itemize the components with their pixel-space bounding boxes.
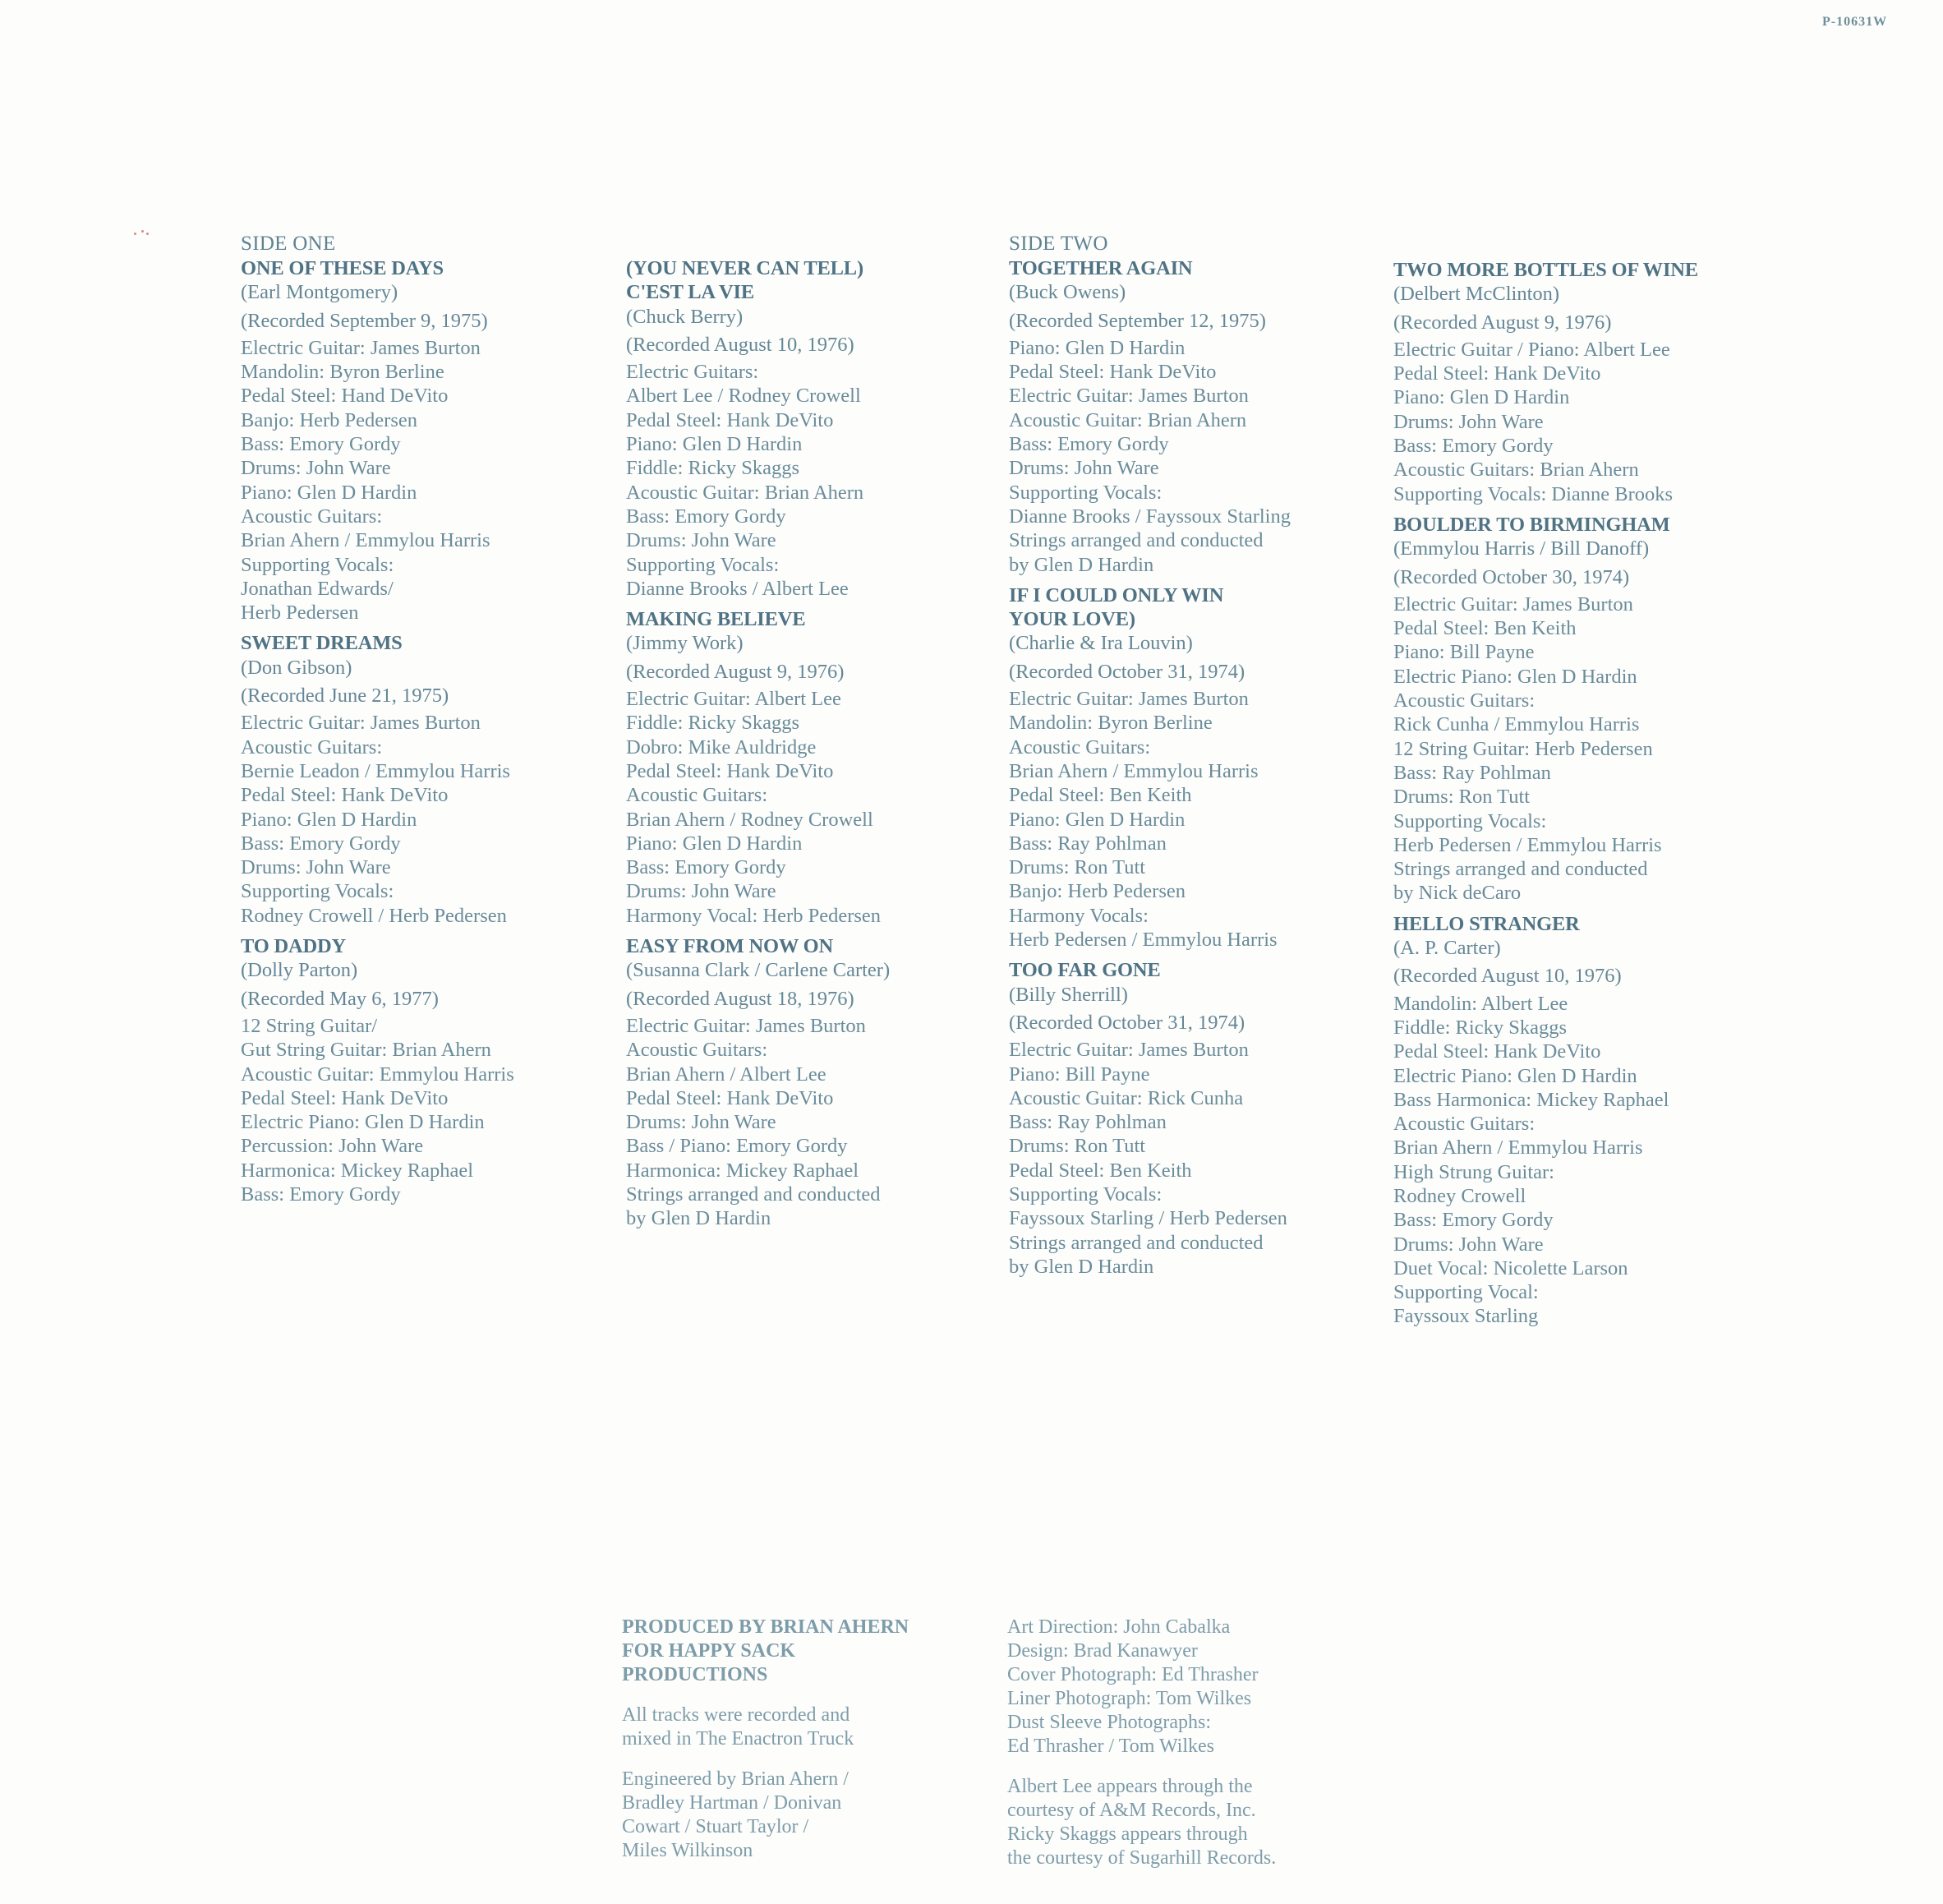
side-two-heading: SIDE TWO: [1009, 233, 1108, 255]
engineer-line: Engineered by Brian Ahern /: [622, 1768, 849, 1790]
recording-date: (Recorded August 10, 1976): [1393, 965, 1622, 988]
side-one-column-2: [626, 256, 988, 1238]
courtesy-block: [1007, 1775, 1369, 1870]
credit-line: Acoustic Guitars: Brian Ahern: [1393, 459, 1639, 482]
credit-line: Bass: Emory Gordy: [626, 505, 786, 528]
track-block: [241, 256, 602, 625]
side-one-heading: SIDE ONE: [241, 233, 336, 255]
credit-line: Piano: Glen D Hardin: [241, 808, 417, 831]
credit-line: Electric Guitar: James Burton: [1393, 592, 1633, 615]
credit-line: Supporting Vocals:: [1009, 481, 1163, 504]
credit-line: Bass Harmonica: Mickey Raphael: [1393, 1088, 1669, 1111]
credit-line: High Strung Guitar:: [1393, 1160, 1554, 1183]
track-composer: (A. P. Carter): [1393, 937, 1501, 960]
credit-line: Fayssoux Starling / Herb Pedersen: [1009, 1207, 1287, 1230]
credit-line: Electric Guitar: James Burton: [241, 712, 481, 735]
credit-line: Herb Pedersen: [241, 602, 359, 625]
credit-line: Piano: Glen D Hardin: [1009, 336, 1186, 359]
engineer-line: Cowart / Stuart Taylor /: [622, 1816, 809, 1837]
credit-line: Pedal Steel: Hank DeVito: [626, 1086, 834, 1109]
musician-credits: [241, 336, 602, 625]
credit-line: Piano: Glen D Hardin: [241, 481, 417, 504]
art-credit-line: Cover Photograph: Ed Thrasher: [1007, 1664, 1259, 1685]
track-composer: (Jimmy Work): [626, 632, 744, 655]
producer-block: [622, 1616, 983, 1687]
note-line: mixed in The Enactron Truck: [622, 1728, 854, 1750]
side-one-column-1: [241, 232, 602, 1213]
credit-line: Fiddle: Ricky Skaggs: [1393, 1016, 1567, 1039]
credit-line: Dobro: Mike Auldridge: [626, 735, 817, 758]
courtesy-line: Albert Lee appears through the: [1007, 1776, 1253, 1797]
credit-line: Brian Ahern / Albert Lee: [626, 1063, 826, 1086]
side-two-column-2: [1393, 258, 1755, 1335]
track-block: [1009, 256, 1370, 577]
credit-line: Pedal Steel: Hank DeVito: [1393, 362, 1601, 385]
credit-line: Brian Ahern / Rodney Crowell: [626, 808, 873, 831]
track-composer: (Earl Montgomery): [241, 281, 398, 304]
musician-credits: [1009, 1038, 1370, 1279]
track-composer: (Delbert McClinton): [1393, 283, 1560, 306]
credit-line: Mandolin: Byron Berline: [1009, 712, 1213, 735]
track-block: [241, 934, 602, 1206]
musician-credits: [1393, 338, 1755, 506]
credit-line: Electric Piano: Glen D Hardin: [1393, 665, 1637, 688]
credit-line: Drums: John Ware: [1009, 457, 1159, 480]
credit-line: Supporting Vocals:: [1393, 809, 1547, 832]
credit-line: Brian Ahern / Emmylou Harris: [1393, 1136, 1643, 1159]
credit-line: Bass: Emory Gordy: [241, 433, 401, 456]
credit-line: Pedal Steel: Hank DeVito: [1393, 1040, 1601, 1063]
credit-line: by Glen D Hardin: [1009, 553, 1154, 576]
art-credit-line: Design: Brad Kanawyer: [1007, 1640, 1198, 1662]
recording-date: (Recorded October 31, 1974): [1009, 1011, 1245, 1034]
credit-line: Electric Guitar: James Burton: [1009, 1039, 1249, 1062]
credit-line: Fayssoux Starling: [1393, 1305, 1539, 1328]
credit-line: Bass: Emory Gordy: [241, 832, 401, 855]
track-block: [1009, 958, 1370, 1279]
recording-date: (Recorded August 18, 1976): [626, 987, 854, 1010]
track-block: [1393, 912, 1755, 1329]
side-two-column-1: [1009, 232, 1370, 1285]
art-credit-line: Dust Sleeve Photographs:: [1007, 1712, 1211, 1733]
track-list: [1009, 256, 1370, 1279]
credit-line: Drums: Ron Tutt: [1009, 856, 1146, 879]
track-block: [1009, 583, 1370, 952]
track-block: [241, 631, 602, 928]
art-credits: [1007, 1616, 1369, 1887]
track-title: HELLO STRANGER: [1393, 912, 1580, 935]
credit-line: Electric Guitar: James Burton: [1009, 385, 1249, 408]
production-credits: [622, 1616, 983, 1879]
track-title: ONE OF THESE DAYS: [241, 257, 444, 279]
credit-line: Banjo: Herb Pedersen: [241, 408, 417, 431]
credit-line: Pedal Steel: Hank DeVito: [1009, 361, 1217, 384]
credit-line: Piano: Glen D Hardin: [1393, 386, 1570, 409]
track-title: IF I COULD ONLY WIN: [1009, 583, 1224, 606]
credit-line: Drums: John Ware: [626, 529, 776, 552]
track-title: TO DADDY: [241, 935, 346, 958]
art-credit-line: Liner Photograph: Tom Wilkes: [1007, 1688, 1252, 1709]
credit-line: Strings arranged and conducted: [1393, 858, 1648, 881]
credit-line: Acoustic Guitars:: [626, 1039, 768, 1062]
credit-line: Piano: Glen D Hardin: [626, 832, 803, 855]
courtesy-line: courtesy of A&M Records, Inc.: [1007, 1800, 1256, 1821]
credit-line: Mandolin: Albert Lee: [1393, 992, 1568, 1015]
credit-line: Bass: Ray Pohlman: [1393, 761, 1551, 784]
credit-line: Bass: Emory Gordy: [1009, 433, 1169, 456]
credit-line: Banjo: Herb Pedersen: [1009, 880, 1186, 903]
credit-line: Supporting Vocals: Dianne Brooks: [1393, 482, 1674, 505]
credit-line: Drums: John Ware: [1393, 1233, 1544, 1256]
credit-line: Supporting Vocals:: [241, 553, 394, 576]
musician-credits: [241, 711, 602, 928]
recording-date: (Recorded June 21, 1975): [241, 685, 449, 708]
track-title: BOULDER TO BIRMINGHAM: [1393, 513, 1670, 536]
credit-line: Drums: John Ware: [626, 880, 776, 903]
recording-date: (Recorded May 6, 1977): [241, 987, 439, 1010]
credit-line: 12 String Guitar: Herb Pedersen: [1393, 737, 1653, 760]
credit-line: Piano: Glen D Hardin: [626, 433, 803, 456]
credit-line: Acoustic Guitars:: [241, 505, 383, 528]
track-composer: (Buck Owens): [1009, 281, 1126, 304]
credit-line: by Glen D Hardin: [626, 1207, 771, 1230]
musician-credits: [1393, 592, 1755, 906]
credit-line: Bass: Emory Gordy: [626, 856, 786, 879]
musician-credits: [626, 1014, 988, 1231]
musician-credits: [241, 1014, 602, 1206]
credit-line: Bass: Ray Pohlman: [1009, 832, 1167, 855]
credit-line: Rodney Crowell: [1393, 1184, 1526, 1207]
credit-line: Bass: Emory Gordy: [241, 1183, 401, 1206]
credit-line: Acoustic Guitars:: [1009, 735, 1151, 758]
credit-line: Acoustic Guitar: Brian Ahern: [1009, 408, 1247, 431]
credit-line: Drums: Ron Tutt: [1009, 1135, 1146, 1158]
track-title: YOUR LOVE): [1009, 608, 1135, 631]
credit-line: Harmony Vocals:: [1009, 904, 1149, 927]
track-composer: (Chuck Berry): [626, 305, 744, 328]
track-title: TOO FAR GONE: [1009, 959, 1161, 982]
track-block: [626, 256, 988, 601]
credit-line: Acoustic Guitar: Rick Cunha: [1009, 1086, 1244, 1109]
track-block: [626, 607, 988, 928]
credit-line: Albert Lee / Rodney Crowell: [626, 385, 861, 408]
credit-line: Bernie Leadon / Emmylou Harris: [241, 759, 510, 782]
track-title: SWEET DREAMS: [241, 632, 403, 655]
track-block: [1393, 513, 1755, 906]
catalog-number: P-10631W: [1822, 15, 1888, 29]
credit-line: Fiddle: Ricky Skaggs: [626, 457, 799, 480]
credit-line: Strings arranged and conducted: [1009, 1231, 1264, 1254]
credit-line: Percussion: John Ware: [241, 1135, 424, 1158]
track-title: MAKING BELIEVE: [626, 608, 806, 631]
recording-date: (Recorded October 30, 1974): [1393, 565, 1630, 588]
note-line: All tracks were recorded and: [622, 1704, 850, 1726]
credit-line: Drums: John Ware: [1393, 410, 1544, 433]
credit-line: Fiddle: Ricky Skaggs: [626, 712, 799, 735]
credit-line: Bass: Ray Pohlman: [1009, 1111, 1167, 1134]
credit-line: Electric Guitar / Piano: Albert Lee: [1393, 338, 1670, 361]
credit-line: Supporting Vocals:: [626, 553, 780, 576]
engineer-credits: [622, 1768, 983, 1863]
credit-line: Pedal Steel: Ben Keith: [1009, 1159, 1192, 1182]
credit-line: by Nick deCaro: [1393, 882, 1522, 905]
track-composer: (Dolly Parton): [241, 959, 358, 982]
credit-line: Herb Pedersen / Emmylou Harris: [1393, 833, 1662, 856]
musician-credits: [1009, 687, 1370, 952]
credit-line: 12 String Guitar/: [241, 1014, 378, 1037]
credit-line: Bass: Emory Gordy: [1393, 435, 1554, 458]
credit-line: Electric Guitar: James Burton: [626, 1014, 866, 1037]
credit-line: Pedal Steel: Hank DeVito: [626, 408, 834, 431]
track-title: TWO MORE BOTTLES OF WINE: [1393, 259, 1698, 281]
credit-line: Harmony Vocal: Herb Pedersen: [626, 904, 882, 927]
credit-line: Supporting Vocal:: [1393, 1281, 1539, 1304]
credit-line: Strings arranged and conducted: [1009, 529, 1264, 552]
credit-line: Acoustic Guitars:: [241, 735, 383, 758]
credit-line: Acoustic Guitars:: [626, 784, 768, 807]
producer-line: FOR HAPPY SACK: [622, 1640, 796, 1662]
recording-date: (Recorded August 9, 1976): [1393, 311, 1612, 334]
print-speck: [141, 230, 144, 233]
print-speck: [134, 233, 136, 235]
musician-credits: [1009, 336, 1370, 577]
musician-credits: [626, 687, 988, 928]
recording-date: (Recorded October 31, 1974): [1009, 660, 1245, 683]
engineer-line: Miles Wilkinson: [622, 1840, 753, 1861]
credit-line: Pedal Steel: Hank DeVito: [241, 784, 449, 807]
credit-line: Electric Guitar: James Burton: [1009, 688, 1249, 711]
recording-date: (Recorded August 10, 1976): [626, 333, 854, 356]
producer-line: PRODUCTIONS: [622, 1664, 768, 1685]
courtesy-line: the courtesy of Sugarhill Records.: [1007, 1847, 1277, 1869]
credit-line: by Glen D Hardin: [1009, 1255, 1154, 1278]
track-title: TOGETHER AGAIN: [1009, 257, 1193, 279]
recording-date: (Recorded August 9, 1976): [626, 660, 845, 683]
credit-line: Supporting Vocals:: [241, 880, 394, 903]
track-composer: (Emmylou Harris / Bill Danoff): [1393, 537, 1650, 560]
track-composer: (Don Gibson): [241, 656, 352, 679]
credit-line: Drums: John Ware: [626, 1111, 776, 1134]
credit-line: Strings arranged and conducted: [626, 1183, 881, 1206]
track-block: [626, 934, 988, 1231]
courtesy-line: Ricky Skaggs appears through: [1007, 1823, 1248, 1845]
credit-line: Jonathan Edwards/: [241, 577, 394, 600]
credit-line: Brian Ahern / Emmylou Harris: [241, 529, 490, 552]
credit-line: Brian Ahern / Emmylou Harris: [1009, 759, 1259, 782]
credit-line: Dianne Brooks / Albert Lee: [626, 577, 849, 600]
track-list: [626, 256, 988, 1231]
track-composer: (Billy Sherrill): [1009, 983, 1128, 1006]
engineer-line: Bradley Hartman / Donivan: [622, 1792, 842, 1814]
credit-line: Electric Piano: Glen D Hardin: [1393, 1064, 1637, 1087]
credit-line: Piano: Bill Payne: [1393, 641, 1535, 664]
credit-line: Acoustic Guitars:: [1393, 1113, 1536, 1136]
credit-line: Acoustic Guitars:: [1393, 689, 1536, 712]
print-speck: [146, 233, 149, 235]
track-list: [241, 256, 602, 1206]
credit-line: Dianne Brooks / Fayssoux Starling: [1009, 505, 1291, 528]
credit-line: Electric Guitar: Albert Lee: [626, 688, 841, 711]
recording-date: (Recorded September 12, 1975): [1009, 309, 1266, 332]
credit-line: Pedal Steel: Hand DeVito: [241, 385, 449, 408]
musician-credits: [1393, 992, 1755, 1329]
credit-line: Pedal Steel: Hank DeVito: [626, 759, 834, 782]
track-title: EASY FROM NOW ON: [626, 935, 834, 958]
art-credit-block: [1007, 1616, 1369, 1759]
track-title: (YOU NEVER CAN TELL): [626, 257, 863, 279]
credit-line: Supporting Vocals:: [1009, 1183, 1163, 1206]
credit-line: Electric Piano: Glen D Hardin: [241, 1111, 485, 1134]
credit-line: Gut String Guitar: Brian Ahern: [241, 1039, 491, 1062]
credit-line: Electric Guitars:: [626, 361, 759, 384]
credit-line: Rodney Crowell / Herb Pedersen: [241, 904, 507, 927]
credit-line: Bass / Piano: Emory Gordy: [626, 1135, 848, 1158]
credit-line: Drums: John Ware: [241, 457, 391, 480]
credit-line: Piano: Glen D Hardin: [1009, 808, 1186, 831]
credit-line: Duet Vocal: Nicolette Larson: [1393, 1256, 1628, 1279]
producer-line: PRODUCED BY BRIAN AHERN: [622, 1616, 909, 1638]
track-list: [1393, 258, 1755, 1329]
recording-date: (Recorded September 9, 1975): [241, 309, 488, 332]
track-block: [1393, 258, 1755, 506]
track-composer: (Charlie & Ira Louvin): [1009, 632, 1193, 655]
credit-line: Pedal Steel: Hank DeVito: [241, 1086, 449, 1109]
credit-line: Acoustic Guitar: Brian Ahern: [626, 481, 864, 504]
credit-line: Rick Cunha / Emmylou Harris: [1393, 713, 1640, 736]
credit-line: Drums: John Ware: [241, 856, 391, 879]
musician-credits: [626, 360, 988, 601]
credit-line: Drums: Ron Tutt: [1393, 786, 1531, 809]
credit-line: Pedal Steel: Ben Keith: [1393, 617, 1577, 640]
track-title: C'EST LA VIE: [626, 281, 755, 304]
credit-line: Mandolin: Byron Berline: [241, 361, 444, 384]
credit-line: Bass: Emory Gordy: [1393, 1209, 1554, 1232]
art-credit-line: Ed Thrasher / Tom Wilkes: [1007, 1736, 1214, 1757]
credit-line: Acoustic Guitar: Emmylou Harris: [241, 1063, 514, 1086]
credit-line: Herb Pedersen / Emmylou Harris: [1009, 929, 1278, 952]
credit-line: Pedal Steel: Ben Keith: [1009, 784, 1192, 807]
track-composer: (Susanna Clark / Carlene Carter): [626, 959, 891, 982]
credit-line: Electric Guitar: James Burton: [241, 336, 481, 359]
credit-line: Harmonica: Mickey Raphael: [626, 1159, 859, 1182]
credit-line: Piano: Bill Payne: [1009, 1063, 1150, 1086]
recording-note: [622, 1703, 983, 1751]
credit-line: Harmonica: Mickey Raphael: [241, 1159, 474, 1182]
art-credit-line: Art Direction: John Cabalka: [1007, 1616, 1231, 1638]
